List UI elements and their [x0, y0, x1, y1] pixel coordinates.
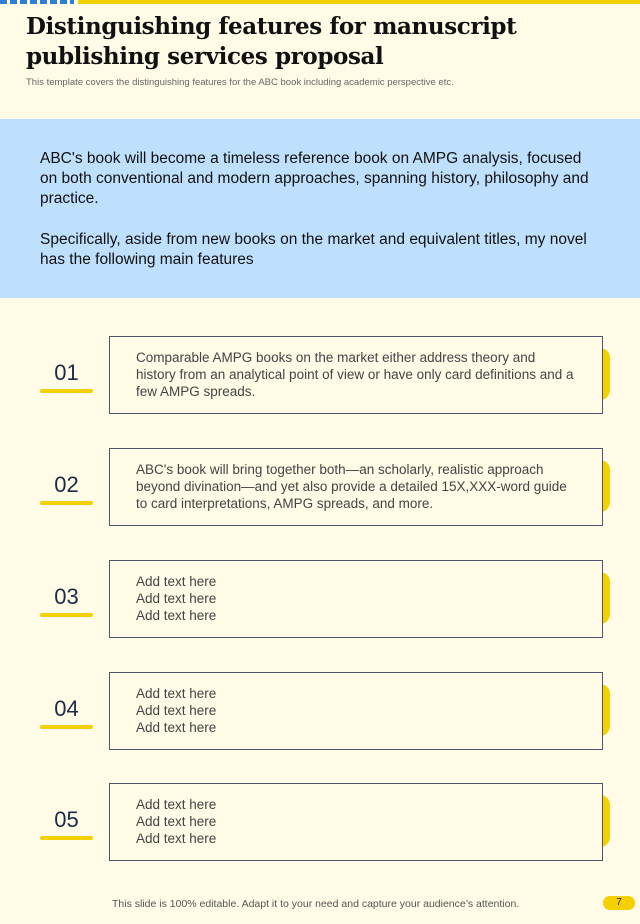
- intro-paragraph-2: Specifically, aside from new books on the market and equivalent titles, my novel has the following main features: [40, 231, 587, 268]
- feature-text: [136, 461, 576, 512]
- feature-number: 05: [54, 807, 79, 832]
- feature-item-05: [0, 783, 640, 861]
- feature-card: [109, 448, 603, 526]
- feature-number: 04: [54, 696, 79, 721]
- feature-item-02: [0, 448, 640, 526]
- feature-text-line: Add text here: [136, 703, 217, 718]
- feature-text: [136, 349, 576, 400]
- feature-number-underline: [40, 501, 93, 505]
- footer-note: This slide is 100% editable. Adapt it to your need and capture your audience’s attention.: [112, 898, 520, 910]
- feature-number-underline: [40, 389, 93, 393]
- feature-number-underline: [40, 613, 93, 617]
- feature-text-line: Add text here: [136, 797, 217, 812]
- feature-card: [109, 672, 603, 750]
- page-number-badge: 7: [603, 896, 635, 910]
- feature-text: [136, 685, 576, 736]
- feature-number: 01: [54, 360, 79, 385]
- feature-text-line: Add text here: [136, 608, 217, 623]
- feature-text-line: Add text here: [136, 591, 217, 606]
- feature-text: [136, 796, 576, 847]
- page-title: Distinguishing features for manuscript publishing services proposal: [26, 13, 517, 70]
- feature-card: [109, 560, 603, 638]
- feature-text: [136, 573, 576, 624]
- feature-text-line: Add text here: [136, 574, 217, 589]
- feature-card: [109, 783, 603, 861]
- feature-text-line: Add text here: [136, 831, 217, 846]
- page-subtitle: This template covers the distinguishing features for the ABC book including academic perspective etc.: [26, 77, 454, 88]
- feature-item-01: [0, 336, 640, 414]
- top-accent-bar: [78, 0, 640, 4]
- feature-text-line: Add text here: [136, 814, 217, 829]
- feature-text-line: Add text here: [136, 720, 217, 735]
- feature-text-line: ABC's book will bring together both—an scholarly, realistic approach beyond divination—and yet also provide a detailed 15X,XXX-word guide to card interpretations, AMPG spreads, and more.: [136, 462, 567, 511]
- feature-number-underline: [40, 725, 93, 729]
- intro-panel: [0, 119, 640, 298]
- intro-paragraph-1: ABC's book will become a timeless reference book on AMPG analysis, focused on both conventional and modern approaches, spanning history, philosophy and practice.: [40, 150, 589, 207]
- feature-card: [109, 336, 603, 414]
- top-dash-decoration: [0, 0, 74, 4]
- feature-text-line: Comparable AMPG books on the market either address theory and history from an analytical point of view or have only card definitions and a few AMPG spreads.: [136, 350, 574, 399]
- feature-number: 03: [54, 584, 79, 609]
- feature-item-03: [0, 560, 640, 638]
- feature-number: 02: [54, 472, 79, 497]
- feature-number-underline: [40, 836, 93, 840]
- feature-text-line: Add text here: [136, 686, 217, 701]
- feature-item-04: [0, 672, 640, 750]
